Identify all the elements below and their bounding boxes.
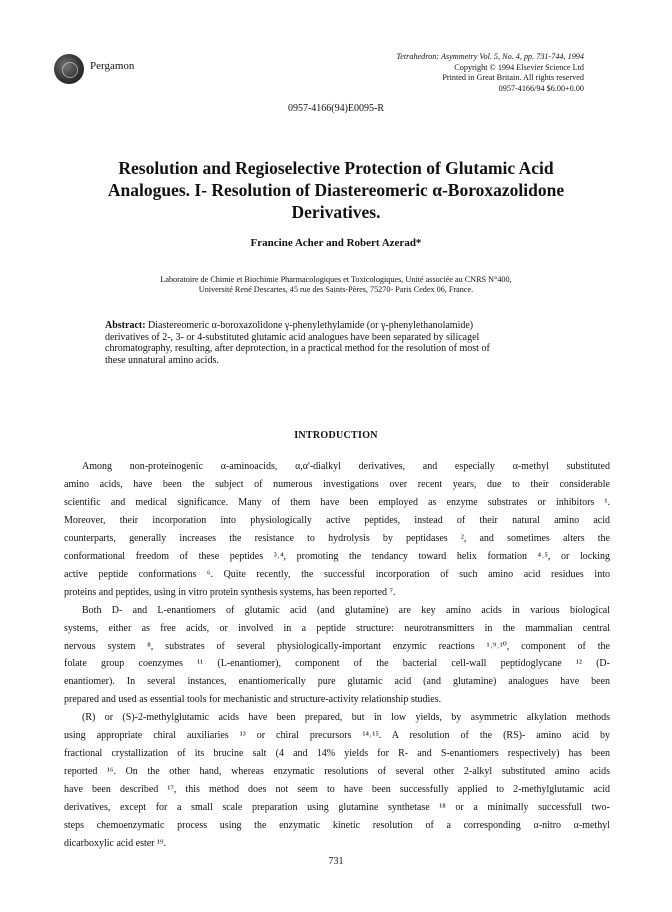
- body-line: steps chemoenzymatic process using the enzymatic kinetic resolution of a corresponding α-nitro α-methyl: [64, 820, 610, 832]
- publisher-name: Pergamon: [90, 60, 135, 72]
- page-number: 731: [328, 856, 344, 867]
- body-line: derivatives, except for a small scale preparation using glutamine synthetase ¹⁸ or a minimally successfull two-: [64, 802, 610, 814]
- copyright-line: Copyright © 1994 Elsevier Science Ltd: [454, 62, 584, 72]
- affiliation: [80, 275, 592, 295]
- body-line: Among non-proteinogenic α-aminoacids, α,α'-dialkyl derivatives, and especially α-methyl substituted: [82, 461, 610, 472]
- body-line: enantiomer). In several instances, enantiomerically pure glutamic acid (and glutamine) analogues have been: [64, 676, 610, 688]
- body-line: dicarboxylic acid ester ¹⁹.: [64, 838, 166, 850]
- abstract-label: Abstract:: [105, 320, 146, 331]
- pergamon-logo: [54, 54, 84, 84]
- body-line: fractional crystallization of its brucine salt (4 and 14% yields for R- and S-enantiomers respectively) has been: [64, 748, 610, 760]
- affiliation-line: Laboratoire de Chimie et Biochimie Pharmacologiques et Toxicologiques, Unité associée au CNRS N°400,: [160, 275, 512, 284]
- body-line: (R) or (S)-2-methylglutamic acids have been prepared, but in low yields, by asymmetric alkylation methods: [82, 712, 610, 724]
- body-line: active peptide conformations ⁶. Quite recently, the successful incorporation of such amino acid residues into: [64, 568, 610, 580]
- authors: Francine Acher and Robert Azerad*: [250, 237, 422, 249]
- paper-title: [60, 157, 612, 223]
- journal-citation: Tetrahedron: Asymmetry Vol. 5, No. 4, pp. 731-744, 1994: [396, 52, 584, 61]
- body-line: prepared and used as essential tools for mechanistic and structure-activity relationship studies.: [64, 694, 442, 706]
- body-line: counterparts, generally increases the resistance to hydrolysis by peptidases ², and sometimes alters the: [64, 532, 610, 544]
- body-line: nervous system ⁸, substrates of several physiologically-important enzymic reactions ¹˒⁹˒¹⁰, component of the: [64, 640, 610, 652]
- abstract-line: these unnatural amino acids.: [105, 354, 219, 366]
- body-line: folate group coenzymes ¹¹ (L-enantiomer), component of the bacterial cell-wall peptidoglycane ¹² (D-: [64, 658, 610, 670]
- section-heading: INTRODUCTION: [294, 430, 378, 441]
- body-line: have been described ¹⁷, this method does not seem to have been successfully applied to 2-methylglutamic acid: [64, 784, 610, 796]
- abstract: [105, 320, 575, 366]
- body-line: Both D- and L-enantiomers of glutamic acid (and glutamine) are key amino acids in various biological: [82, 604, 610, 616]
- body-line: scientific and medical significance. Many of them have been employed as enzyme substrates or inhibitors ¹.: [64, 496, 610, 508]
- body-line: conformational freedom of these peptides ³˒⁴, promoting the tendancy toward helix formation ⁴˒⁵, or locking: [64, 550, 610, 562]
- body-line: systems, either as free acids, or involved in a peptide structure: neurotransmitters in the mammalian central: [64, 622, 610, 634]
- body-line: Moreover, their incorporation into physiologically active peptides, instead of their natural amino acid: [64, 514, 610, 526]
- printed-line: Printed in Great Britain. All rights reserved: [442, 73, 584, 82]
- body-line: proteins and peptides, using in vitro protein synthesis systems, has been reported ⁷.: [64, 586, 396, 598]
- title-line: Analogues. I- Resolution of Diastereomeric α-Boroxazolidone: [107, 180, 565, 200]
- abstract-line: derivatives of 2-, 3- or 4-substituted glutamic acid analogues have been separated by silicagel: [105, 331, 480, 343]
- body-line: amino acids, have been the subject of numerous investigations over recent years, due to their considerable: [64, 478, 610, 490]
- abstract-line: chromatography, resulting, after deprotection, in a practical method for the resolution of most of: [105, 343, 490, 354]
- title-line: Resolution and Regioselective Protection of Glutamic Acid: [118, 158, 554, 178]
- journal-info: [396, 52, 584, 94]
- abstract-text: Diastereomeric α-boroxazolidone γ-phenylethylamide (or γ-phenylethanolamide): [145, 320, 474, 331]
- affiliation-line: Université René Descartes, 45 rue des Saints-Pères, 75270- Paris Cedex 06, France.: [198, 285, 474, 294]
- document-code: 0957-4166(94)E0095-R: [287, 103, 385, 114]
- body-line: using appropriate chiral auxiliaries ¹³ or chiral precursors ¹⁴˒¹⁵. A resolution of the (RS)- amino acid by: [64, 730, 610, 742]
- title-line: Derivatives.: [291, 202, 381, 222]
- body-line: reported ¹⁶. On the other hand, whereas enzymatic resolutions of several other 2-alkyl substituted amino acids: [64, 766, 610, 778]
- introduction-body: [64, 458, 610, 853]
- price-code: 0957-4166/94 $6.00+0.00: [498, 83, 584, 93]
